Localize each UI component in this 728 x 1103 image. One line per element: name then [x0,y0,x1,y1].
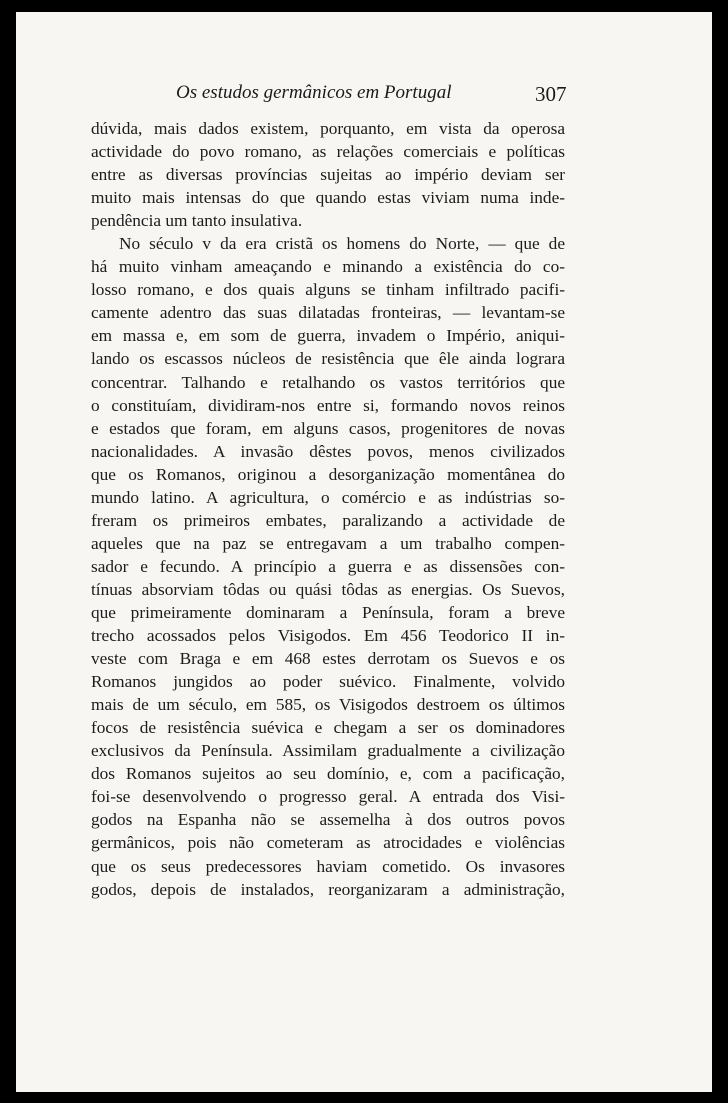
text-line: que primeiramente dominaram a Península, foram a breve [91,602,565,622]
body-text [91,117,565,901]
text-line: concentrar. Talhando e retalhando os vastos territórios que [91,372,565,392]
text-line: germânicos, pois não cometeram as atrocidades e violências [91,833,565,853]
text-line: focos de resistência suévica e chegam a ser os dominadores [91,718,565,738]
text-line: exclusivos da Península. Assimilam gradualmente a civilização [91,741,565,761]
text-line: dos Romanos sujeitos ao seu domínio, e, com a pacificação, [91,764,565,784]
text-line: mais de um século, em 585, os Visigodos destroem os últimos [91,695,565,715]
text-line: camente adentro das suas dilatadas fronteiras, — levantam-se [91,303,565,323]
text-line: trecho acossados pelos Visigodos. Em 456 Teodorico II in- [91,626,565,646]
text-line: actividade do povo romano, as relações comerciais e políticas [91,142,565,162]
page-number: 307 [535,82,567,106]
text-line: veste com Braga e em 468 estes derrotam os Suevos e os [91,649,565,669]
text-line: mundo latino. A agricultura, o comércio e as indústrias so- [91,487,565,507]
text-line: pendência um tanto insulativa. [91,211,303,231]
text-line: nacionalidades. A invasão dêstes povos, menos civilizados [91,441,565,461]
text-line: e estados que foram, em alguns casos, progenitores de novas [91,418,565,438]
text-line: em massa e, em som de guerra, invadem o Império, aniqui- [91,326,565,346]
book-page [16,12,712,1092]
text-line: dúvida, mais dados existem, porquanto, em vista da operosa [91,119,565,138]
text-line: muito mais intensas do que quando estas viviam numa inde- [91,188,565,208]
text-line: aqueles que na paz se entregavam a um trabalho compen- [91,533,565,553]
text-line: o constituíam, dividiram-nos entre si, formando novos reinos [91,395,565,415]
text-line: No século v da era cristã os homens do Norte, — que de [119,234,565,254]
text-line: lando os escassos núcleos de resistência que êle ainda lograra [91,349,565,369]
text-line: que os Romanos, originou a desorganização momentânea do [91,464,565,484]
text-line: há muito vinham ameaçando e minando a existência do co- [91,257,565,277]
text-line: losso romano, e dos quais alguns se tinham infiltrado pacifi- [91,280,565,300]
text-line: Romanos jungidos ao poder suévico. Finalmente, volvido [91,672,565,692]
text-line: sador e fecundo. A princípio a guerra e as dissensões con- [91,556,565,576]
page-header [16,82,712,112]
text-line: freram os primeiros embates, paralizando a actividade de [91,510,565,530]
running-title: Os estudos germânicos em Portugal [176,82,452,103]
text-line: tínuas absorviam tôdas ou quási tôdas as energias. Os Suevos, [91,579,565,599]
text-line: que os seus predecessores haviam cometido. Os invasores [91,856,565,876]
text-line: entre as diversas províncias sujeitas ao império deviam ser [91,165,565,185]
text-line: foi-se desenvolvendo o progresso geral. A entrada dos Visi- [91,787,565,807]
text-line: godos na Espanha não se assemelha à dos outros povos [91,810,565,830]
text-line: godos, depois de instalados, reorganizaram a administração, [91,879,565,899]
